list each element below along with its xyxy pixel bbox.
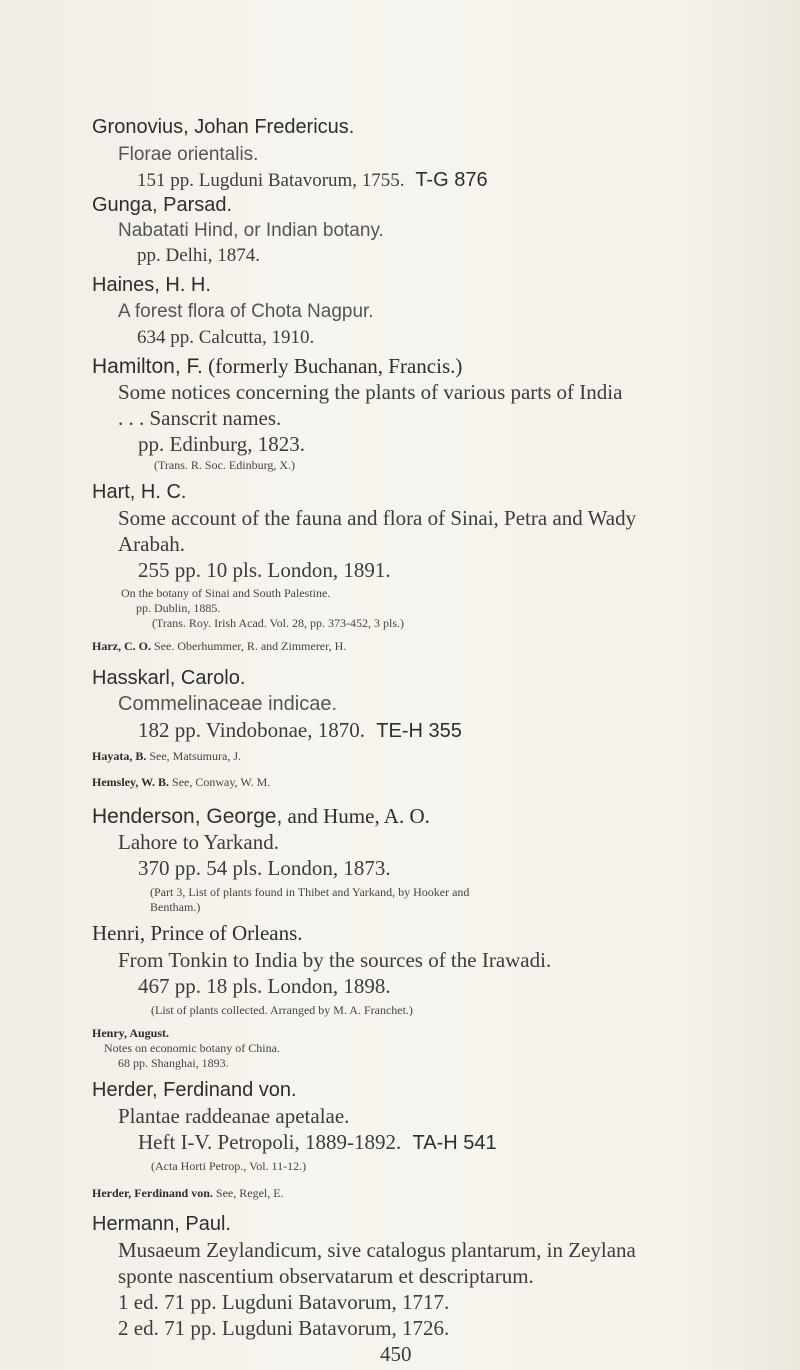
entry-note-henri: (List of plants collected. Arranged by M. A. Franchet.)	[151, 1003, 413, 1017]
call-number: T-G 876	[415, 169, 488, 191]
entry-note-hart-2: pp. Dublin, 1885.	[136, 601, 221, 615]
entry-imprint-haines: 634 pp. Calcutta, 1910.	[137, 327, 315, 348]
entry-title-gunga: Nabatati Hind, or Indian botany.	[118, 220, 384, 241]
entry-imprint-hasskarl: 182 pp. Vindobonae, 1870. TE-H 355	[138, 718, 462, 742]
call-number: TE-H 355	[376, 720, 462, 742]
entry-title-henri: From Tonkin to India by the sources of the Irawadi.	[118, 948, 552, 972]
cross-reference-hemsley: Hemsley, W. B. See, Conway, W. M.	[92, 775, 271, 789]
entry-imprint-gunga: pp. Delhi, 1874.	[137, 245, 260, 266]
entry-heading-haines: Haines, H. H.	[92, 274, 211, 296]
entry-heading-hasskarl: Hasskarl, Carolo.	[92, 667, 246, 689]
entry-heading-gronovius: Gronovius, Johan Fredericus.	[92, 116, 355, 138]
entry-imprint-henderson: 370 pp. 54 pls. London, 1873.	[138, 856, 391, 880]
entry-imprint-herder: Heft I-V. Petropoli, 1889-1892. TA-H 541	[138, 1130, 497, 1154]
cross-reference-herder: Herder, Ferdinand von. See, Regel, E.	[92, 1186, 284, 1200]
page-number: 450	[380, 1342, 412, 1366]
entry-title-henry: Notes on economic botany of China.	[104, 1041, 280, 1055]
entry-title-henderson: Lahore to Yarkand.	[118, 830, 279, 854]
entry-heading-henderson: Henderson, George, and Hume, A. O.	[92, 804, 430, 828]
entry-imprint-henry: 68 pp. Shanghai, 1893.	[118, 1056, 229, 1070]
entry-heading-hamilton: Hamilton, F. (formerly Buchanan, Francis.)	[92, 354, 463, 378]
entry-heading-henry: Henry, August.	[92, 1026, 170, 1040]
entry-title-gronovius: Florae orientalis.	[118, 144, 259, 165]
entry-title-hermann-2: sponte nascentium observatarum et descriptarum.	[118, 1264, 534, 1288]
entry-note-herder: (Acta Horti Petrop., Vol. 11-12.)	[151, 1159, 307, 1173]
entry-title-herder: Plantae raddeanae apetalae.	[118, 1104, 350, 1128]
entry-note-hart-3: (Trans. Roy. Irish Acad. Vol. 28, pp. 373-452, 3 pls.)	[152, 616, 405, 630]
entry-note-hamilton: (Trans. R. Soc. Edinburg, X.)	[154, 458, 296, 472]
entry-heading-hart: Hart, H. C.	[92, 481, 187, 503]
entry-heading-hermann: Hermann, Paul.	[92, 1213, 231, 1235]
cross-reference-harz: Harz, C. O. See. Oberhummer, R. and Zimmerer, H.	[92, 639, 347, 653]
entry-imprint-hart: 255 pp. 10 pls. London, 1891.	[138, 558, 391, 582]
entry-edition-hermann-2: 2 ed. 71 pp. Lugduni Batavorum, 1726.	[118, 1316, 450, 1340]
entry-heading-herder: Herder, Ferdinand von.	[92, 1079, 297, 1101]
entry-title-hart-2: Arabah.	[118, 532, 186, 556]
entry-heading-gunga: Gunga, Parsad.	[92, 194, 233, 216]
entry-edition-hermann-1: 1 ed. 71 pp. Lugduni Batavorum, 1717.	[118, 1290, 450, 1314]
entry-heading-henri: Henri, Prince of Orleans.	[92, 921, 303, 945]
entry-note-henderson-1: (Part 3, List of plants found in Thibet and Yarkand, by Hooker and	[150, 885, 470, 899]
entry-title-hamilton-1: Some notices concerning the plants of various parts of India	[118, 380, 623, 404]
entry-title-haines: A forest flora of Chota Nagpur.	[118, 301, 374, 322]
cross-reference-hayata: Hayata, B. See, Matsumura, J.	[92, 749, 241, 763]
entry-title-hermann-1: Musaeum Zeylandicum, sive catalogus plantarum, in Zeylana	[118, 1238, 636, 1262]
entry-note-hart-1: On the botany of Sinai and South Palestine.	[121, 586, 331, 600]
entry-title-hasskarl: Commelinaceae indicae.	[118, 693, 338, 715]
entry-title-hart-1: Some account of the fauna and flora of Sinai, Petra and Wady	[118, 506, 637, 530]
call-number: TA-H 541	[412, 1132, 497, 1154]
entry-imprint-gronovius: 151 pp. Lugduni Batavorum, 1755. T-G 876	[137, 169, 488, 191]
entry-imprint-hamilton: pp. Edinburg, 1823.	[138, 432, 306, 456]
entry-title-hamilton-2: . . . Sanscrit names.	[118, 406, 282, 430]
entry-imprint-henri: 467 pp. 18 pls. London, 1898.	[138, 974, 391, 998]
entry-note-henderson-2: Bentham.)	[150, 900, 201, 914]
